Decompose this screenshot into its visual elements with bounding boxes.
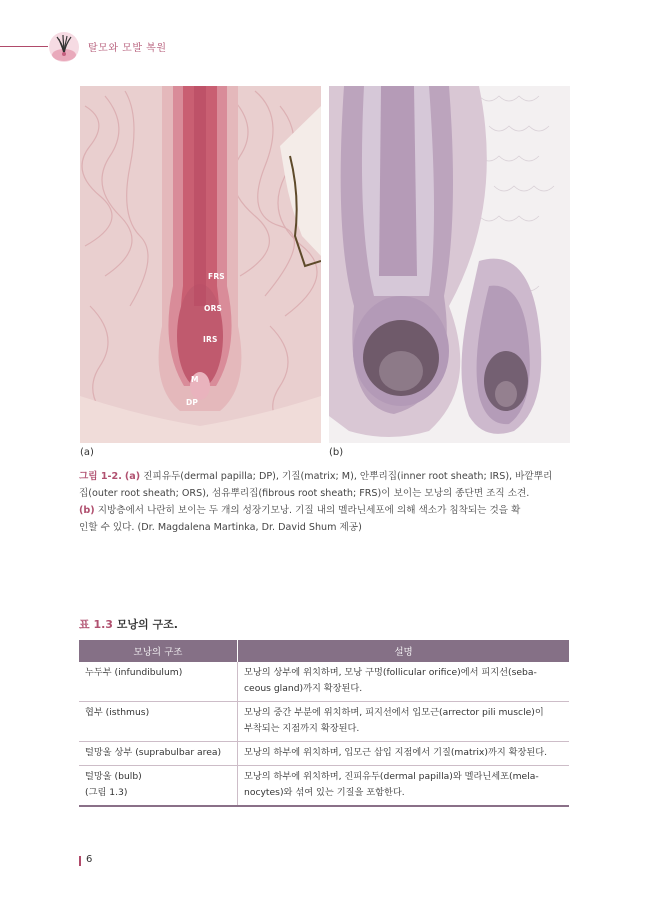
structure-name: 털망울 (bulb) xyxy=(85,771,142,782)
page-number: 6 xyxy=(86,854,93,865)
follicle-structure-table xyxy=(79,640,569,807)
description-line: 모낭의 상부에 위치하며, 모낭 구멍(follicular orifice)에서 피지선(seba- xyxy=(244,667,537,678)
structure-name: 털망울 상부 (suprabulbar area) xyxy=(85,747,222,758)
description-cell xyxy=(238,702,570,742)
description-line: 부착되는 지점까지 확장된다. xyxy=(244,723,360,734)
page-number-marker xyxy=(79,856,81,866)
column-header-description: 설명 xyxy=(238,640,570,662)
description-line: 모낭의 하부에 위치하며, 입모근 삽입 지점에서 기질(matrix)까지 확장된다. xyxy=(244,747,548,758)
running-header-title: 탈모와 모발 복원 xyxy=(88,43,167,54)
caption-a-text-1: 진피유두(dermal papilla; DP), 기질(matrix; M), 안뿌리집(inner root sheath; IRS), 바깥뿌리 xyxy=(140,471,553,482)
table-row xyxy=(79,702,569,742)
structure-note: (그림 1.3) xyxy=(85,787,128,798)
caption-letter-b: (b) xyxy=(79,505,95,516)
label-irs: IRS xyxy=(203,335,218,344)
structure-name: 누두부 (infundibulum) xyxy=(85,667,183,678)
header-rule xyxy=(0,46,48,47)
figure-a-micrograph xyxy=(80,86,321,443)
caption-b-text-2: 인할 수 있다. (Dr. Magdalena Martinka, Dr. David Shum 제공) xyxy=(79,522,362,533)
table-header-row xyxy=(79,640,569,662)
description-line: 모낭의 중간 부분에 위치하며, 피지선에서 입모근(arrector pili muscle)이 xyxy=(244,707,544,718)
structure-cell xyxy=(79,766,238,807)
label-ors: ORS xyxy=(204,304,223,313)
table-title-text: 모낭의 구조. xyxy=(112,618,178,631)
structure-cell xyxy=(79,662,238,702)
caption-line-3 xyxy=(79,502,569,519)
label-m: M xyxy=(191,375,199,384)
caption-figure-number: 그림 1-2. xyxy=(79,471,122,482)
figure-b-micrograph xyxy=(329,86,570,443)
figure-b-sublabel: (b) xyxy=(329,447,344,458)
table-row xyxy=(79,766,569,807)
description-cell xyxy=(238,742,570,766)
figure-caption xyxy=(79,468,569,536)
table-title xyxy=(79,616,178,632)
hair-follicle-logo-icon xyxy=(49,32,79,62)
description-line: ceous gland)까지 확장된다. xyxy=(244,683,363,694)
structure-cell xyxy=(79,702,238,742)
caption-b-text-1: 지방층에서 나란히 보이는 두 개의 성장기모낭. 기질 내의 멜라닌세포에 의해 색소가 침착되는 것을 확 xyxy=(94,505,521,516)
caption-line-1 xyxy=(79,468,569,485)
caption-letter-a: (a) xyxy=(124,471,141,482)
table-row xyxy=(79,742,569,766)
structure-name: 협부 (isthmus) xyxy=(85,707,150,718)
table-row xyxy=(79,662,569,702)
column-header-structure: 모낭의 구조 xyxy=(79,640,238,662)
description-cell xyxy=(238,766,570,807)
description-line: 모낭의 하부에 위치하며, 진피유두(dermal papilla)와 멜라닌세포(mela- xyxy=(244,771,539,782)
label-dp: DP xyxy=(186,398,199,407)
label-frs: FRS xyxy=(208,272,225,281)
caption-a-text-2: 집(outer root sheath; ORS), 섬유뿌리집(fibrous root sheath; FRS)이 보이는 모낭의 종단면 조직 소견. xyxy=(79,488,530,499)
description-cell xyxy=(238,662,570,702)
table-number: 표 1.3 xyxy=(79,618,113,631)
description-line: nocytes)와 섞여 있는 기질을 포함한다. xyxy=(244,787,405,798)
figure-a-sublabel: (a) xyxy=(80,447,94,458)
structure-cell xyxy=(79,742,238,766)
